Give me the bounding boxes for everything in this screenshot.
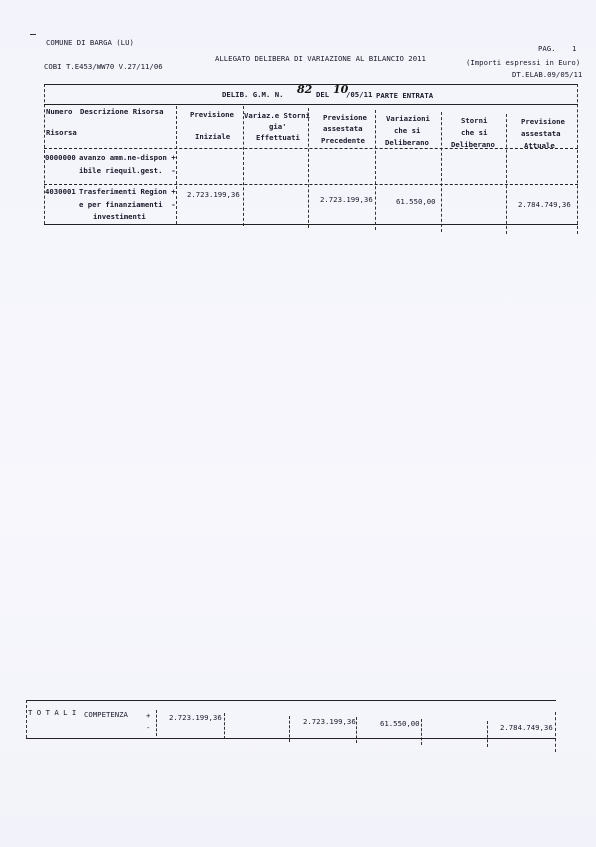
col-sep-4 [375, 110, 376, 230]
totals-sep-1 [156, 710, 157, 736]
col-variaz-storni: Variaz.e Storni [244, 111, 310, 120]
col-assestata-c: assestata [521, 129, 561, 138]
col-assestata-b: assestata [323, 124, 363, 133]
corner-mark [30, 34, 36, 35]
delib-number: 82 [297, 83, 313, 96]
row-2-prev-attuale: 2.784.749,36 [518, 200, 571, 209]
col-sep-6 [506, 114, 507, 234]
col-che-si-a: che si [394, 126, 421, 135]
totals-bottom-line [26, 738, 556, 739]
row-2-prev-iniziale: 2.723.199,36 [187, 190, 240, 199]
col-sep-2 [243, 106, 244, 226]
importi-note: (Importi espressi in Euro) [466, 58, 581, 67]
header-divider [44, 104, 578, 105]
col-deliberano-a: Deliberano [385, 138, 429, 147]
col-gia: gia' [269, 122, 287, 131]
col-iniziale: Iniziale [195, 132, 231, 141]
totals-competenza: COMPETENZA [84, 710, 128, 719]
totals-minus: - [146, 723, 151, 732]
row-2-desc-3: investimenti [93, 212, 146, 221]
totals-right-border [555, 712, 556, 752]
delib-date: /05/11 [346, 90, 373, 99]
table-bottom-line [44, 224, 578, 225]
col-previsione-a: Previsione [190, 110, 234, 119]
row-2-prev-precedente: 2.723.199,36 [320, 195, 373, 204]
row-2-code: 4030001 [45, 187, 76, 196]
header-bottom-line [44, 148, 578, 149]
totals-sep-4 [356, 717, 357, 743]
row-2-desc-1: Trasferimenti Region + [79, 187, 176, 196]
page-number: 1 [572, 44, 577, 53]
row-2-desc-2: e per finanziamenti - [79, 200, 176, 209]
totals-label: T O T A L I [28, 708, 77, 717]
totals-sep-6 [487, 721, 488, 747]
table-right-border [577, 84, 578, 234]
totals-sep-2 [224, 713, 225, 739]
col-variazioni: Variazioni [386, 114, 430, 123]
delib-handwritten-day: 10 [333, 83, 349, 96]
totals-prev-iniziale: 2.723.199,36 [169, 713, 222, 722]
delib-del: DEL [316, 90, 330, 99]
col-deliberano-b: Deliberano [451, 140, 495, 149]
totals-sep-5 [421, 719, 422, 745]
totals-prev-attuale: 2.784.749,36 [500, 723, 553, 732]
comune-label: COMUNE DI BARGA (LU) [46, 38, 134, 47]
row-1-code: 0000000 [45, 153, 76, 162]
document-title: ALLEGATO DELIBERA DI VARIAZIONE AL BILANCIO 2011 [215, 54, 426, 63]
row-1-desc-1: avanzo amm.ne-dispon + [79, 153, 176, 162]
row-2-variazioni: 61.550,00 [396, 197, 436, 206]
col-che-si-b: che si [461, 128, 488, 137]
col-storni: Storni [461, 116, 488, 125]
totals-left-border [26, 700, 27, 738]
col-precedente: Precedente [321, 136, 365, 145]
cobi-code: COBI T.E453/WW70 V.27/11/06 [44, 62, 163, 71]
col-effettuati: Effettuati [256, 133, 300, 142]
col-sep-1 [176, 106, 177, 224]
col-sep-3 [308, 108, 309, 228]
section-label: PARTE ENTRATA [376, 91, 434, 100]
row-divider [44, 184, 578, 185]
col-sep-5 [441, 112, 442, 232]
page-label: PAG. [538, 44, 556, 53]
col-numero: Numero [46, 107, 73, 116]
col-descrizione: Descrizione Risorsa [80, 107, 164, 116]
col-previsione-b: Previsione [323, 113, 367, 122]
totals-prev-precedente: 2.723.199,36 [303, 717, 356, 726]
totals-top-line [26, 700, 556, 701]
totals-plus: + [146, 711, 151, 720]
elaboration-date: DT.ELAB.09/05/11 [512, 70, 583, 79]
col-attuale: Attuale [524, 141, 555, 150]
totals-variazioni: 61.550,00 [380, 719, 420, 728]
row-1-desc-2: ibile riequil.gest. - [79, 166, 176, 175]
col-previsione-c: Previsione [521, 117, 565, 126]
delib-label: DELIB. G.M. N. [222, 90, 284, 99]
col-risorsa: Risorsa [46, 128, 77, 137]
